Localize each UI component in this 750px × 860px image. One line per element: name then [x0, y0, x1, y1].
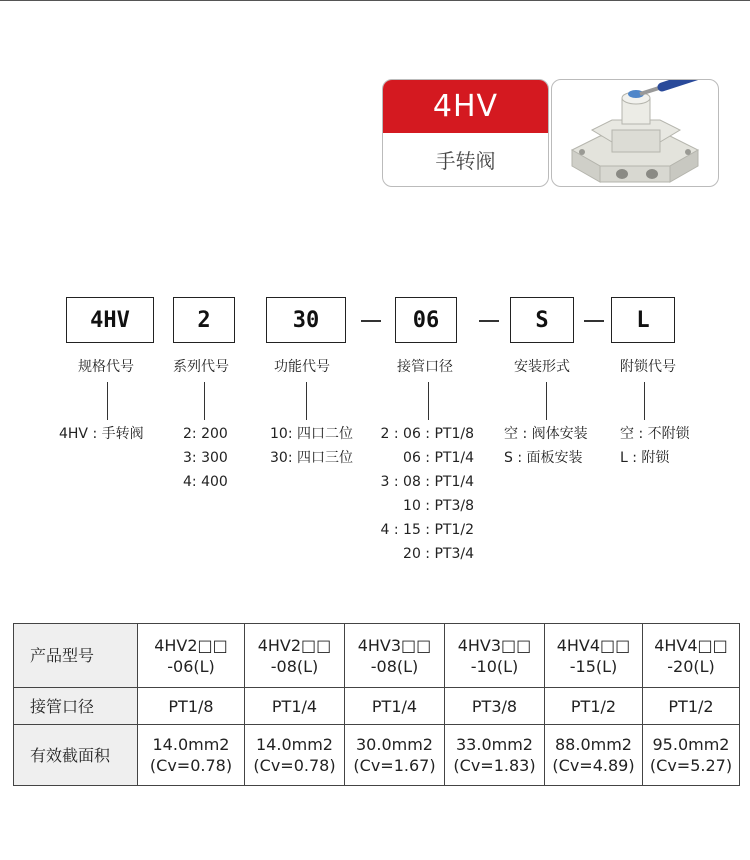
port-item: 4 : 15 : PT1/2	[380, 522, 474, 538]
code-dash	[361, 320, 381, 322]
spec-desc: 4HV : 手转阀	[59, 426, 144, 442]
port-cell: PT1/2	[545, 688, 643, 725]
lock-desc	[620, 422, 690, 470]
code-box-mount: S	[510, 297, 574, 343]
table-row	[14, 624, 740, 688]
table-row	[14, 725, 740, 786]
port-item: 20 : PT3/4	[403, 546, 474, 562]
product-name: 手转阀	[435, 149, 496, 173]
code-box-port: 06	[395, 297, 457, 343]
caption-series: 系列代号	[173, 359, 229, 375]
leader-line	[204, 382, 205, 420]
code-box-lock: L	[611, 297, 675, 343]
caption-spec: 规格代号	[78, 359, 134, 375]
row-header-area: 有效截面积	[14, 725, 138, 786]
area-cell: 33.0mm2 (Cv=1.83)	[445, 725, 545, 786]
caption-port: 接管口径	[397, 359, 453, 375]
mount-item: 空 : 阀体安装	[504, 426, 588, 442]
series-item: 4: 400	[183, 474, 228, 490]
port-cell: PT1/2	[643, 688, 740, 725]
area-cell: 30.0mm2 (Cv=1.67)	[345, 725, 445, 786]
series-item: 3: 300	[183, 450, 228, 466]
code-dash	[479, 320, 499, 322]
top-divider	[0, 0, 750, 1]
code-box-spec: 4HV	[66, 297, 154, 343]
product-title-card	[382, 79, 549, 187]
caption-mount: 安装形式	[514, 359, 570, 375]
port-desc	[380, 422, 474, 566]
model-cell: 4HV3□□ -08(L)	[345, 624, 445, 688]
function-item: 30: 四口三位	[270, 450, 353, 466]
leader-line	[644, 382, 645, 420]
series-desc	[183, 422, 228, 494]
area-cell: 14.0mm2 (Cv=0.78)	[245, 725, 345, 786]
lock-item: L : 附锁	[620, 450, 670, 466]
port-cell: PT1/4	[345, 688, 445, 725]
model-cell: 4HV4□□ -20(L)	[643, 624, 740, 688]
code-box-function: 30	[266, 297, 346, 343]
spec-table	[13, 623, 740, 786]
mount-item: S : 面板安装	[504, 450, 583, 466]
leader-line	[306, 382, 307, 420]
code-dash	[584, 320, 604, 322]
model-cell: 4HV4□□ -15(L)	[545, 624, 643, 688]
table-row	[14, 688, 740, 725]
row-header-port: 接管口径	[14, 688, 138, 725]
model-cell: 4HV3□□ -10(L)	[445, 624, 545, 688]
code-box-series: 2	[173, 297, 235, 343]
port-item: 06 : PT1/4	[403, 450, 474, 466]
leader-line	[546, 382, 547, 420]
model-cell: 4HV2□□ -08(L)	[245, 624, 345, 688]
caption-lock: 附锁代号	[620, 359, 676, 375]
leader-line	[107, 382, 108, 420]
port-cell: PT1/8	[138, 688, 245, 725]
area-cell: 14.0mm2 (Cv=0.78)	[138, 725, 245, 786]
leader-line	[428, 382, 429, 420]
mount-desc	[504, 422, 588, 470]
area-cell: 95.0mm2 (Cv=5.27)	[643, 725, 740, 786]
port-cell: PT1/4	[245, 688, 345, 725]
product-image-card	[551, 79, 719, 187]
series-item: 2: 200	[183, 426, 228, 442]
row-header-model: 产品型号	[14, 624, 138, 688]
caption-function: 功能代号	[274, 359, 330, 375]
model-cell: 4HV2□□ -06(L)	[138, 624, 245, 688]
function-item: 10: 四口二位	[270, 426, 353, 442]
area-cell: 88.0mm2 (Cv=4.89)	[545, 725, 643, 786]
function-desc	[270, 422, 353, 470]
port-item: 3 : 08 : PT1/4	[380, 474, 474, 490]
product-model: 4HV	[383, 80, 548, 133]
port-item: 10 : PT3/8	[403, 498, 474, 514]
port-cell: PT3/8	[445, 688, 545, 725]
lock-item: 空 : 不附锁	[620, 426, 690, 442]
port-item: 2 : 06 : PT1/8	[380, 426, 474, 442]
hand-valve-image	[552, 80, 719, 187]
